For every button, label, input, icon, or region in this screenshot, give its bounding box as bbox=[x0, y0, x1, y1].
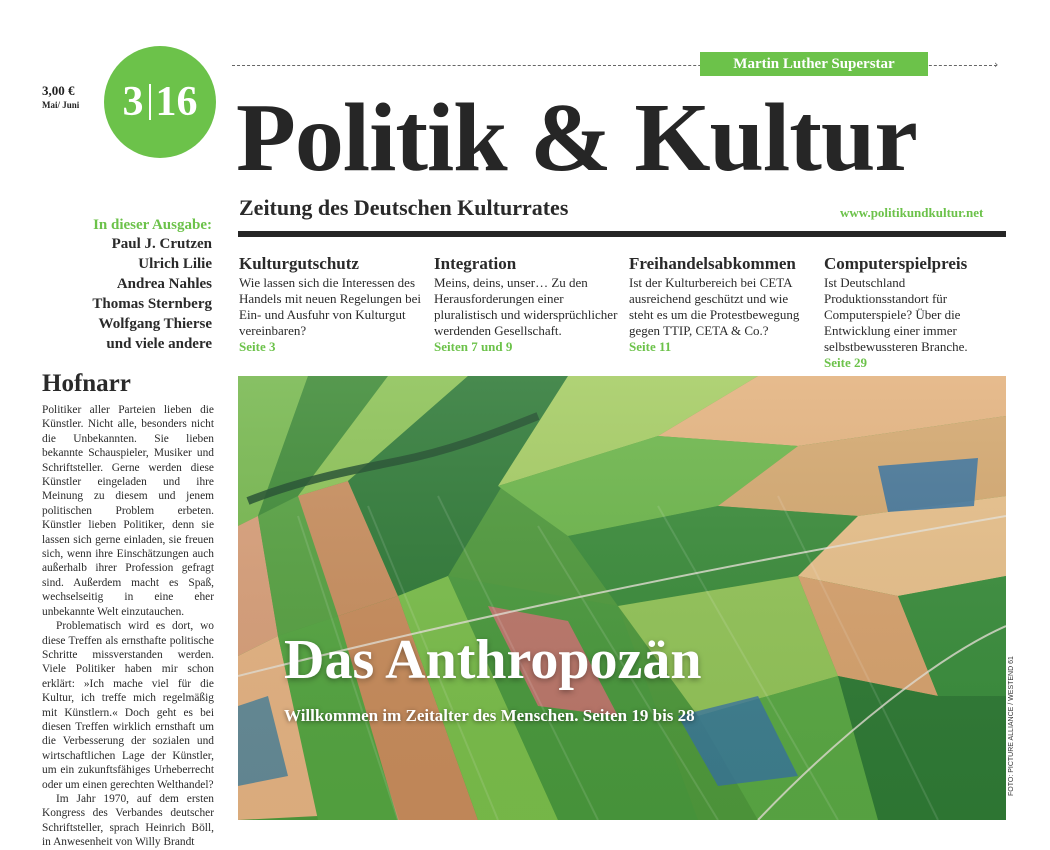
contributor-name: Andrea Nahles bbox=[116, 276, 212, 292]
chevron-right-icon: › bbox=[994, 58, 999, 71]
teaser-integration[interactable] bbox=[434, 254, 620, 355]
masthead-title: Politik & Kultur bbox=[236, 84, 917, 192]
teaser-computerspielpreis[interactable] bbox=[824, 254, 1010, 371]
issue-separator bbox=[149, 84, 151, 120]
article-paragraph: Politiker aller Parteien lieben die Künstler. Nicht alle, besonders nicht die Unbekannten. Sie lieben bekannte Schauspieler, Musiker und Schriftsteller. Gerne werden diese Künstler eingeladen und ihre Meinung zu diesem und jenem politischen Problem erbeten. Künstler lieben Politiker, denn sie lassen sich gerne einladen, sie freuen sich, wenn ihre Einschätzungen auch außerhalb ihrer Profession gefragt sind. Außerdem macht es Spaß, wechselseitig in eine eher unbekannte Welt einzutauchen. bbox=[42, 404, 214, 618]
contributor-name: Wolfgang Thierse bbox=[98, 316, 212, 332]
teaser-page[interactable]: Seiten 7 und 9 bbox=[434, 339, 513, 354]
teaser-title: Computerspielpreis bbox=[824, 254, 968, 273]
masthead-rule bbox=[238, 231, 1006, 237]
hero-subtitle[interactable]: Willkommen im Zeitalter des Menschen. Seiten 19 bis 28 bbox=[284, 706, 695, 725]
issue-number-badge bbox=[104, 46, 216, 158]
teaser-text: Ist Deutschland Produktionsstandort für Computerspiele? Über die Entwicklung einer immer selbstbewussteren Branche. bbox=[824, 275, 968, 354]
issue-year: 16 bbox=[155, 79, 198, 125]
article-title: Hofnarr bbox=[42, 370, 131, 397]
teaser-page[interactable]: Seite 29 bbox=[824, 355, 867, 370]
teaser-page[interactable]: Seite 11 bbox=[629, 339, 672, 354]
teaser-title: Kulturgutschutz bbox=[239, 254, 359, 273]
teaser-page[interactable]: Seite 3 bbox=[239, 339, 276, 354]
in-dieser-ausgabe bbox=[40, 216, 212, 354]
article-paragraph: Im Jahr 1970, auf dem ersten Kongress des Verbandes deutscher Schriftsteller, sprach Heinrich Böll, in Anwesenheit von Willy Brandt bbox=[42, 792, 214, 849]
issue-number: 3 bbox=[122, 79, 144, 125]
issue-month: Mai/ Juni bbox=[42, 100, 80, 110]
website-link[interactable]: www.politikundkultur.net bbox=[840, 205, 984, 220]
contributor-name: Thomas Sternberg bbox=[92, 296, 212, 312]
banner-tag[interactable]: Martin Luther Superstar bbox=[700, 52, 928, 76]
article-paragraph: Problematisch wird es dort, wo diese Treffen als ernsthafte politische Schritte missverstanden werden. Viele Politiker haben mir schon erklärt: »Ich mache viel für die Kultur, ich treffe mich regelmäßig mit Künstlern.« Doch geht es bei diesen Treffen wirklich ernsthaft um die Verbesserung der sozialen und wirtschaftlichen Lage der Künstler, um ein zukunftsfähiges Urheberrecht oder um einen gerechten Welthandel? bbox=[42, 620, 214, 791]
article-body bbox=[42, 403, 214, 850]
teaser-text: Meins, deins, unser… Zu den Herausforderungen einer pluralistisch und widersprüchlicher werdenden Gesellschaft. bbox=[434, 275, 618, 338]
farmland-illustration bbox=[238, 376, 1006, 820]
teaser-title: Freihandelsabkommen bbox=[629, 254, 796, 273]
contributor-name: Paul J. Crutzen bbox=[111, 236, 212, 252]
hero-image bbox=[238, 376, 1006, 820]
price: 3,00 € bbox=[42, 83, 75, 98]
contributor-name: und viele andere bbox=[106, 336, 212, 352]
hero-title[interactable]: Das Anthropozän bbox=[284, 629, 702, 691]
teaser-text: Ist der Kulturbereich bei CETA ausreichend geschützt und wie steht es um die Protestbewegung gegen TTIP, CETA & Co.? bbox=[629, 275, 800, 338]
teaser-text: Wie lassen sich die Interessen des Handels mit neuen Regelungen bei Ein- und Ausfuhr von Kulturgut vereinbaren? bbox=[239, 275, 421, 338]
teaser-title: Integration bbox=[434, 254, 517, 273]
teaser-freihandelsabkommen[interactable] bbox=[629, 254, 815, 355]
masthead-subtitle: Zeitung des Deutschen Kulturrates bbox=[239, 195, 569, 220]
teaser-kulturgutschutz[interactable] bbox=[239, 254, 425, 355]
contributor-name: Ulrich Lilie bbox=[138, 256, 212, 272]
in-dieser-ausgabe-heading: In dieser Ausgabe: bbox=[93, 217, 212, 233]
photo-credit: FOTO: PICTURE ALLIANCE / WESTEND 61 bbox=[1008, 656, 1015, 796]
